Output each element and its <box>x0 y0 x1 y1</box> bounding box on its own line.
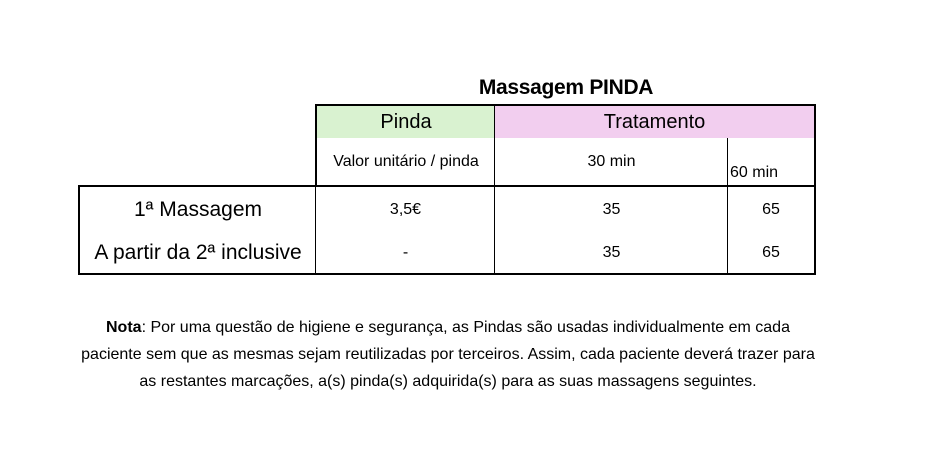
row-label-1: 1ª Massagem <box>78 185 316 234</box>
header-60-min: 60 min <box>727 138 816 186</box>
row-1-60min: 65 <box>727 185 816 234</box>
note-paragraph <box>80 314 816 395</box>
row-1-pinda: 3,5€ <box>315 185 495 234</box>
row-label-2: A partir da 2ª inclusive <box>78 233 316 275</box>
row-2-30min: 35 <box>494 233 728 275</box>
row-2-pinda: - <box>315 233 495 275</box>
header-tratamento: Tratamento <box>494 104 816 139</box>
note-text: : Por uma questão de higiene e segurança, as Pindas são usadas individualmente em cada paciente sem que as mesmas sejam reutilizadas por terceiros. Assim, cada paciente deverá trazer para as restantes marcações, a(s) pinda(s) adquirida(s) para as suas massagens seguintes. <box>81 319 815 390</box>
note-label: Nota <box>106 319 142 336</box>
header-pinda: Pinda <box>315 104 495 139</box>
header-30-min: 30 min <box>494 138 728 186</box>
row-2-60min: 65 <box>727 233 816 275</box>
page-title: Massagem PINDA <box>478 76 654 99</box>
row-1-30min: 35 <box>494 185 728 234</box>
header-valor-unitario: Valor unitário / pinda <box>315 138 495 186</box>
